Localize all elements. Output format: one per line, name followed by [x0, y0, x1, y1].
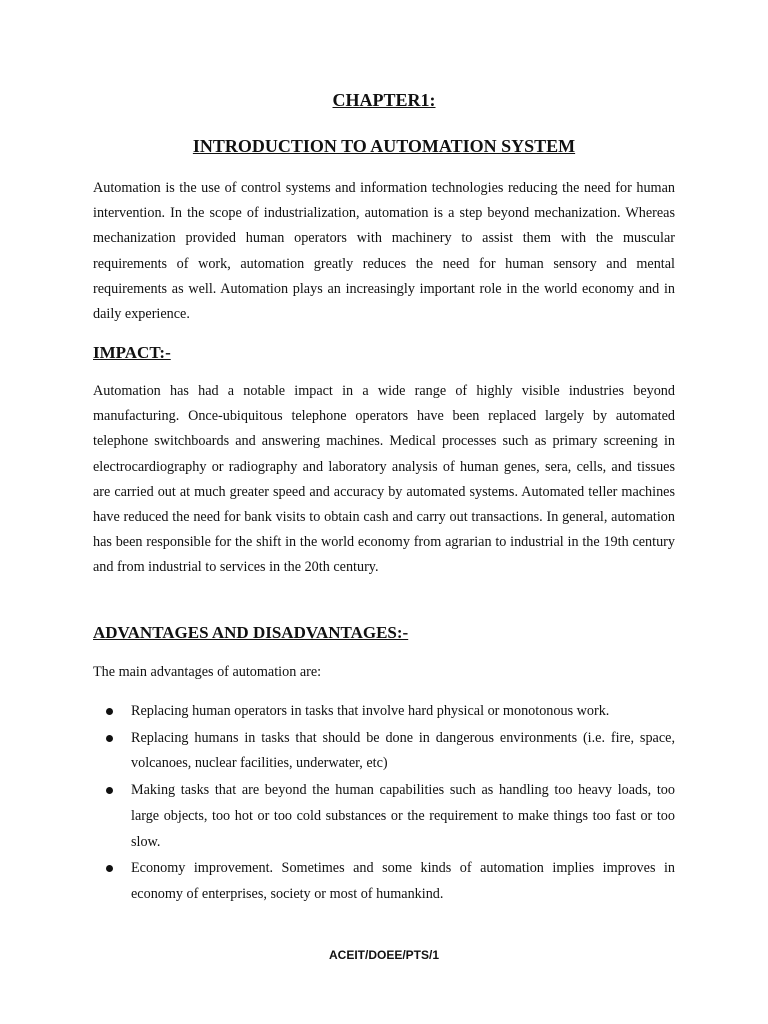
advantages-list — [93, 699, 675, 909]
list-item — [93, 726, 675, 777]
page-footer: ACEIT/DOEE/PTS/1 — [328, 948, 440, 962]
bullet-icon — [106, 708, 113, 715]
page-title: INTRODUCTION TO AUTOMATION SYSTEM — [192, 136, 576, 156]
list-item — [93, 856, 675, 907]
list-item-text: Replacing human operators in tasks that involve hard physical or monotonous work. — [131, 703, 610, 719]
impact-heading: IMPACT:- — [93, 343, 171, 362]
list-item-text: Making tasks that are beyond the human capabilities such as handling too heavy loads, too large objects, too hot or too cold substances or the requirement to make things too fast or too slow. — [131, 782, 675, 850]
intro-paragraph: Automation is the use of control systems and information technologies reducing the need for human intervention. In the scope of industrialization, automation is a step beyond mechanization. Whereas mechanization provided human operators with machinery to assist them with the muscular requirements of work, automation greatly reduces the need for human sensory and mental requirements as well. Automation plays an increasingly important role in the world economy and in daily experience. — [93, 180, 675, 323]
impact-paragraph: Automation has had a notable impact in a wide range of highly visible industries beyond manufacturing. Once-ubiquitous telephone operators have been replaced largely by automated telephone switchboards and answering machines. Medical processes such as primary screening in electrocardiography or radiography and laboratory analysis of human genes, sera, cells, and tissues are carried out at much greater speed and accuracy by automated systems. Automated teller machines have reduced the need for bank visits to obtain cash and carry out transactions. In general, automation has been responsible for the shift in the world economy from agrarian to industrial in the 19th century and from industrial to services in the 20th century. — [93, 383, 675, 576]
list-item — [93, 778, 675, 855]
bullet-icon — [106, 865, 113, 872]
list-item-text: Economy improvement. Sometimes and some kinds of automation implies improves in economy of enterprises, society or most of humankind. — [131, 860, 675, 902]
bullet-icon — [106, 735, 113, 742]
bullet-icon — [106, 787, 113, 794]
advantages-heading: ADVANTAGES AND DISADVANTAGES:- — [93, 623, 409, 642]
chapter-label: CHAPTER1: — [332, 90, 436, 110]
list-item-text: Replacing humans in tasks that should be done in dangerous environments (i.e. fire, space, volcanoes, nuclear facilities, underwater, etc) — [131, 729, 675, 772]
list-item — [93, 699, 675, 725]
advantages-intro: The main advantages of automation are: — [93, 664, 322, 680]
